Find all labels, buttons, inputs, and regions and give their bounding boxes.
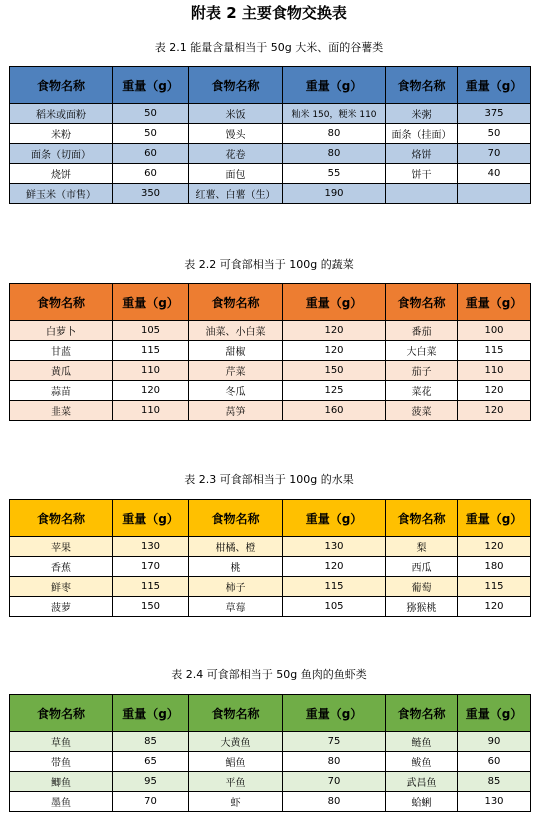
weight-cell: 60	[113, 144, 189, 164]
weight-cell: 120	[458, 537, 531, 557]
header-food-name: 食物名称	[386, 500, 458, 537]
food-name-cell: 莴笋	[189, 401, 283, 421]
weight-cell: 50	[113, 104, 189, 124]
weight-cell: 350	[113, 184, 189, 204]
weight-cell: 40	[458, 164, 531, 184]
header-weight: 重量（g）	[283, 695, 386, 732]
header-food-name: 食物名称	[189, 284, 283, 321]
weight-cell: 115	[113, 341, 189, 361]
food-name-cell: 大黄鱼	[189, 732, 283, 752]
weight-cell: 150	[283, 361, 386, 381]
weight-cell: 160	[283, 401, 386, 421]
header-food-name: 食物名称	[189, 67, 283, 104]
weight-cell: 115	[458, 341, 531, 361]
header-weight: 重量（g）	[283, 284, 386, 321]
header-food-name: 食物名称	[10, 67, 113, 104]
food-name-cell: 香蕉	[10, 557, 113, 577]
header-weight: 重量（g）	[113, 284, 189, 321]
food-name-cell: 白萝卜	[10, 321, 113, 341]
food-name-cell: 草莓	[189, 597, 283, 617]
table-row	[10, 537, 531, 557]
food-name-cell: 烙饼	[386, 144, 458, 164]
table-row	[10, 792, 531, 812]
food-name-cell: 米饭	[189, 104, 283, 124]
weight-cell: 115	[113, 577, 189, 597]
header-weight: 重量（g）	[283, 67, 386, 104]
header-weight: 重量（g）	[458, 67, 531, 104]
header-food-name: 食物名称	[189, 695, 283, 732]
food-name-cell: 鲳鱼	[189, 752, 283, 772]
weight-cell: 120	[458, 597, 531, 617]
food-name-cell: 猕猴桃	[386, 597, 458, 617]
food-name-cell: 柿子	[189, 577, 283, 597]
table-row	[10, 752, 531, 772]
table-header-row	[10, 67, 531, 104]
header-food-name: 食物名称	[386, 284, 458, 321]
weight-cell: 110	[458, 361, 531, 381]
weight-cell: 130	[458, 792, 531, 812]
food-name-cell: 面条（切面）	[10, 144, 113, 164]
food-name-cell: 桃	[189, 557, 283, 577]
weight-cell: 105	[113, 321, 189, 341]
food-name-cell: 虾	[189, 792, 283, 812]
table-row	[10, 321, 531, 341]
table-header-row	[10, 284, 531, 321]
fish-shrimp-table	[9, 694, 531, 812]
weight-cell	[458, 184, 531, 204]
food-name-cell: 番茄	[386, 321, 458, 341]
food-name-cell: 菜花	[386, 381, 458, 401]
weight-cell: 150	[113, 597, 189, 617]
weight-cell: 180	[458, 557, 531, 577]
table-row	[10, 361, 531, 381]
food-name-cell: 西瓜	[386, 557, 458, 577]
weight-cell: 75	[283, 732, 386, 752]
food-name-cell: 烧饼	[10, 164, 113, 184]
food-name-cell: 米粉	[10, 124, 113, 144]
weight-cell: 120	[283, 321, 386, 341]
food-name-cell: 苹果	[10, 537, 113, 557]
food-name-cell: 冬瓜	[189, 381, 283, 401]
header-food-name: 食物名称	[386, 695, 458, 732]
weight-cell: 120	[283, 341, 386, 361]
weight-cell: 60	[458, 752, 531, 772]
food-name-cell: 黄瓜	[10, 361, 113, 381]
weight-cell: 50	[458, 124, 531, 144]
table-row	[10, 401, 531, 421]
food-name-cell: 鲅鱼	[386, 752, 458, 772]
food-name-cell: 油菜、小白菜	[189, 321, 283, 341]
table-row	[10, 144, 531, 164]
weight-cell: 50	[113, 124, 189, 144]
weight-cell: 130	[283, 537, 386, 557]
section-vegetables	[0, 257, 538, 273]
table-row	[10, 341, 531, 361]
food-name-cell: 红薯、白薯（生）	[189, 184, 283, 204]
weight-cell: 115	[283, 577, 386, 597]
weight-cell: 60	[113, 164, 189, 184]
weight-cell: 70	[113, 792, 189, 812]
table-row	[10, 597, 531, 617]
weight-cell: 80	[283, 752, 386, 772]
table-header-row	[10, 695, 531, 732]
table-row	[10, 732, 531, 752]
weight-cell: 90	[458, 732, 531, 752]
food-name-cell: 甜椒	[189, 341, 283, 361]
food-name-cell: 蛤蜊	[386, 792, 458, 812]
weight-cell: 170	[113, 557, 189, 577]
food-name-cell: 梨	[386, 537, 458, 557]
weight-cell: 65	[113, 752, 189, 772]
header-weight: 重量（g）	[113, 67, 189, 104]
header-weight: 重量（g）	[458, 284, 531, 321]
weight-cell: 120	[458, 401, 531, 421]
weight-cell: 110	[113, 361, 189, 381]
food-name-cell	[386, 184, 458, 204]
table-row	[10, 184, 531, 204]
weight-cell: 籼米 150，粳米 110	[283, 104, 386, 124]
food-name-cell: 鲢鱼	[386, 732, 458, 752]
weight-cell: 70	[458, 144, 531, 164]
header-food-name: 食物名称	[10, 284, 113, 321]
food-name-cell: 面条（挂面）	[386, 124, 458, 144]
table-row	[10, 381, 531, 401]
food-name-cell: 甘蓝	[10, 341, 113, 361]
weight-cell: 120	[113, 381, 189, 401]
food-name-cell: 鲫鱼	[10, 772, 113, 792]
weight-cell: 80	[283, 792, 386, 812]
food-name-cell: 韭菜	[10, 401, 113, 421]
food-name-cell: 菠萝	[10, 597, 113, 617]
food-name-cell: 馒头	[189, 124, 283, 144]
food-name-cell: 鲜枣	[10, 577, 113, 597]
food-name-cell: 带鱼	[10, 752, 113, 772]
weight-cell: 80	[283, 144, 386, 164]
food-name-cell: 饼干	[386, 164, 458, 184]
header-weight: 重量（g）	[458, 695, 531, 732]
weight-cell: 120	[458, 381, 531, 401]
weight-cell: 85	[458, 772, 531, 792]
weight-cell: 70	[283, 772, 386, 792]
table-caption: 表 2.4 可食部相当于 50g 鱼肉的鱼虾类	[171, 668, 367, 681]
weight-cell: 120	[283, 557, 386, 577]
weight-cell: 190	[283, 184, 386, 204]
header-food-name: 食物名称	[386, 67, 458, 104]
food-name-cell: 柑橘、橙	[189, 537, 283, 557]
header-weight: 重量（g）	[458, 500, 531, 537]
food-name-cell: 芹菜	[189, 361, 283, 381]
vegetables-table	[9, 283, 531, 421]
food-name-cell: 花卷	[189, 144, 283, 164]
weight-cell: 130	[113, 537, 189, 557]
table-row	[10, 104, 531, 124]
food-name-cell: 葡萄	[386, 577, 458, 597]
header-food-name: 食物名称	[189, 500, 283, 537]
page-title: 附表 2 主要食物交换表	[191, 4, 347, 22]
table-header-row	[10, 500, 531, 537]
section-grains	[0, 40, 538, 56]
fruits-table	[9, 499, 531, 617]
table-caption: 表 2.2 可食部相当于 100g 的蔬菜	[184, 258, 354, 271]
food-name-cell: 面包	[189, 164, 283, 184]
food-name-cell: 茄子	[386, 361, 458, 381]
weight-cell: 125	[283, 381, 386, 401]
weight-cell: 375	[458, 104, 531, 124]
food-name-cell: 武昌鱼	[386, 772, 458, 792]
header-weight: 重量（g）	[113, 500, 189, 537]
food-name-cell: 蒜苗	[10, 381, 113, 401]
food-name-cell: 米粥	[386, 104, 458, 124]
weight-cell: 55	[283, 164, 386, 184]
weight-cell: 105	[283, 597, 386, 617]
table-row	[10, 772, 531, 792]
weight-cell: 100	[458, 321, 531, 341]
weight-cell: 85	[113, 732, 189, 752]
food-name-cell: 大白菜	[386, 341, 458, 361]
food-name-cell: 草鱼	[10, 732, 113, 752]
header-food-name: 食物名称	[10, 500, 113, 537]
weight-cell: 95	[113, 772, 189, 792]
food-name-cell: 平鱼	[189, 772, 283, 792]
table-row	[10, 557, 531, 577]
header-weight: 重量（g）	[113, 695, 189, 732]
table-row	[10, 164, 531, 184]
section-fish-shrimp	[0, 667, 538, 683]
food-name-cell: 稻米或面粉	[10, 104, 113, 124]
header-food-name: 食物名称	[10, 695, 113, 732]
header-weight: 重量（g）	[283, 500, 386, 537]
food-name-cell: 菠菜	[386, 401, 458, 421]
weight-cell: 115	[458, 577, 531, 597]
food-name-cell: 墨鱼	[10, 792, 113, 812]
table-row	[10, 124, 531, 144]
section-fruits	[0, 472, 538, 488]
table-row	[10, 577, 531, 597]
food-name-cell: 鲜玉米（市售）	[10, 184, 113, 204]
table-caption: 表 2.1 能量含量相当于 50g 大米、面的谷薯类	[154, 41, 384, 54]
weight-cell: 110	[113, 401, 189, 421]
grains-table	[9, 66, 531, 204]
table-caption: 表 2.3 可食部相当于 100g 的水果	[184, 473, 354, 486]
weight-cell: 80	[283, 124, 386, 144]
